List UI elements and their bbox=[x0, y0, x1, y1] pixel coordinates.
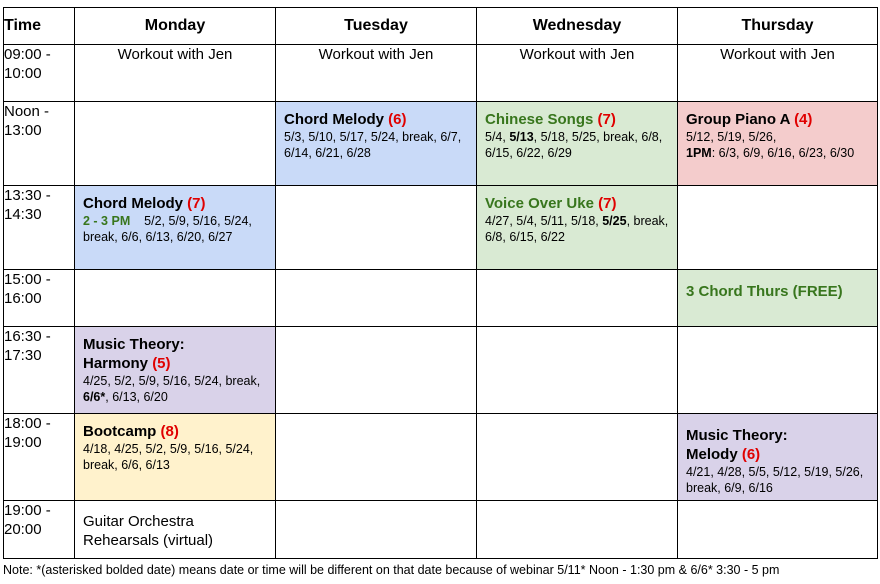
event-workout: Workout with Jen bbox=[477, 45, 678, 102]
table-row bbox=[4, 501, 878, 559]
event-voice-over-uke: Voice Over Uke (7) 4/27, 5/4, 5/11, 5/18, 5/25, break, 6/8, 6/15, 6/22 bbox=[477, 186, 678, 270]
event-bootcamp: Bootcamp (8) 4/18, 4/25, 5/2, 5/9, 5/16, 5/24, break, 6/6, 6/13 bbox=[75, 414, 276, 501]
time-cell: 19:00 - 20:00 bbox=[4, 501, 75, 559]
empty-cell bbox=[477, 501, 678, 559]
empty-cell bbox=[276, 186, 477, 270]
empty-cell bbox=[276, 414, 477, 501]
event-guitar-orchestra: Guitar Orchestra Rehearsals (virtual) bbox=[75, 501, 276, 559]
time-cell: 16:30 - 17:30 bbox=[4, 327, 75, 414]
time-cell: 15:00 - 16:00 bbox=[4, 270, 75, 327]
empty-cell bbox=[75, 270, 276, 327]
table-row bbox=[4, 270, 878, 327]
footnote: Note: *(asterisked bolded date) means date or time will be different on that date because of webinar 5/11* Noon - 1:30 pm & 6/6* 3:30 - 5 pm bbox=[3, 563, 780, 577]
table-row bbox=[4, 45, 878, 102]
empty-cell bbox=[678, 327, 878, 414]
empty-cell bbox=[75, 102, 276, 186]
header-time: Time bbox=[4, 8, 75, 45]
empty-cell bbox=[678, 186, 878, 270]
time-cell: Noon - 13:00 bbox=[4, 102, 75, 186]
event-3-chord-thurs: 3 Chord Thurs (FREE) bbox=[678, 270, 878, 327]
schedule-table bbox=[3, 7, 878, 559]
empty-cell bbox=[276, 270, 477, 327]
empty-cell bbox=[477, 414, 678, 501]
empty-cell bbox=[477, 327, 678, 414]
table-row bbox=[4, 102, 878, 186]
empty-cell bbox=[477, 270, 678, 327]
event-workout: Workout with Jen bbox=[276, 45, 477, 102]
table-row bbox=[4, 186, 878, 270]
header-wednesday: Wednesday bbox=[477, 8, 678, 45]
table-row bbox=[4, 327, 878, 414]
header-row bbox=[4, 8, 878, 45]
time-cell: 13:30 - 14:30 bbox=[4, 186, 75, 270]
event-workout: Workout with Jen bbox=[678, 45, 878, 102]
empty-cell bbox=[276, 501, 477, 559]
header-monday: Monday bbox=[75, 8, 276, 45]
event-chord-melody-mon: Chord Melody (7) 2 - 3 PM 5/2, 5/9, 5/16, 5/24, break, 6/6, 6/13, 6/20, 6/27 bbox=[75, 186, 276, 270]
event-music-theory-melody: Music Theory: Melody (6) 4/21, 4/28, 5/5, 5/12, 5/19, 5/26, break, 6/9, 6/16 bbox=[678, 414, 878, 501]
event-group-piano: Group Piano A (4) 5/12, 5/19, 5/26, 1PM: 6/3, 6/9, 6/16, 6/23, 6/30 bbox=[678, 102, 878, 186]
header-tuesday: Tuesday bbox=[276, 8, 477, 45]
time-cell: 18:00 - 19:00 bbox=[4, 414, 75, 501]
empty-cell bbox=[678, 501, 878, 559]
empty-cell bbox=[276, 327, 477, 414]
event-workout: Workout with Jen bbox=[75, 45, 276, 102]
header-thursday: Thursday bbox=[678, 8, 878, 45]
event-chord-melody-tue: Chord Melody (6) 5/3, 5/10, 5/17, 5/24, break, 6/7, 6/14, 6/21, 6/28 bbox=[276, 102, 477, 186]
time-cell: 09:00 - 10:00 bbox=[4, 45, 75, 102]
table-row bbox=[4, 414, 878, 501]
event-music-theory-harmony: Music Theory: Harmony (5) 4/25, 5/2, 5/9, 5/16, 5/24, break, 6/6*, 6/13, 6/20 bbox=[75, 327, 276, 414]
event-chinese-songs: Chinese Songs (7) 5/4, 5/13, 5/18, 5/25, break, 6/8, 6/15, 6/22, 6/29 bbox=[477, 102, 678, 186]
